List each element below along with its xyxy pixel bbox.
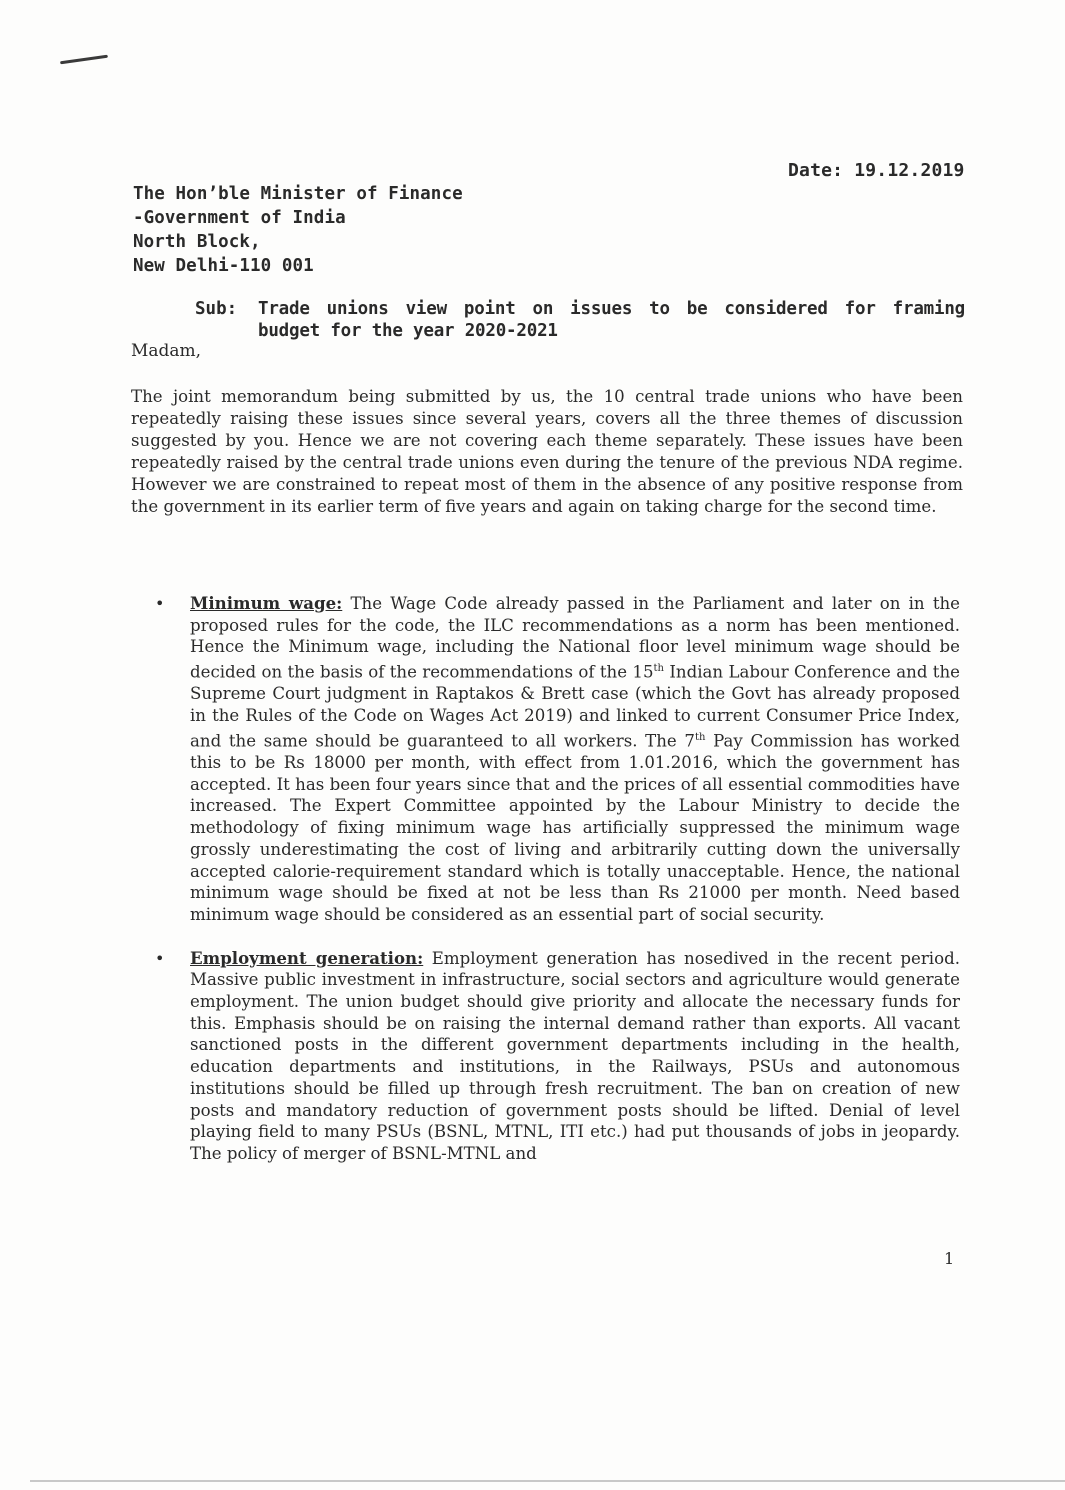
- item-text-part-1: The Wage Code already passed in the Parliament and later on in the proposed rules for the code, the ILC recommendations as a norm has been mentioned. Hence the Minimum wage, including the National floor level minimum wage should be decided on the basis of the recommendations of the: [190, 594, 960, 682]
- list-item-employment-generation: [155, 948, 960, 1165]
- stray-pen-mark: [60, 55, 108, 65]
- bullet-icon: •: [155, 948, 165, 968]
- issue-list: [155, 593, 960, 1187]
- salutation: Madam,: [131, 341, 202, 361]
- item-heading: Minimum wage:: [190, 593, 343, 613]
- page-number: 1: [944, 1249, 955, 1268]
- address-line-1: The Hon’ble Minister of Finance: [133, 184, 463, 204]
- scan-edge-line: [30, 1480, 1065, 1482]
- item-text-part-2: Indian Labour Conference and the Supreme Court judgment in Raptakos & Brett case (which the Govt has already proposed in the Rules of the Code on Wages Act 2019) and linked to current Consumer Price Index, and the same should be guaranteed to all workers. The: [190, 662, 960, 751]
- intro-paragraph: The joint memorandum being submitted by us, the 10 central trade unions who have been repeatedly raising these issues since several years, covers all the three themes of discussion suggested by you. Hence we are not covering each theme separately. These issues have been repeatedly raised by the central trade unions even during the tenure of the previous NDA regime. However we are constrained to repeat most of them in the absence of any positive response from the government in its earlier term of five years and again on taking charge for the second time.: [131, 387, 963, 516]
- superscript-th: th: [653, 663, 664, 675]
- item-text: Employment generation has nosedived in the recent period. Massive public investment in infrastructure, social sectors and agriculture would generate employment. The union budget should give priority and allocate the necessary funds for this. Emphasis should be on raising the internal demand rather than exports. All vacant sanctioned posts in the different government departments including in the health, education departments and institutions, in the Railways, PSUs and autonomous institutions should be filled up through fresh recruitment. The ban on creation of new posts and mandatory reduction of government posts should be lifted. Denial of level playing field to many PSUs (BSNL, MTNL, ITI etc.) had put thousands of jobs in jeopardy. The policy of merger of BSNL-MTNL and: [190, 948, 960, 1163]
- list-item-minimum-wage: [155, 593, 960, 926]
- letter-date: Date: 19.12.2019: [788, 160, 965, 181]
- subject-text: Trade unions view point on issues to be considered for framing budget for the year 2020-2021: [258, 299, 965, 341]
- item-heading: Employment generation:: [190, 947, 424, 968]
- superscript-base: 15: [632, 662, 654, 682]
- address-line-2: -Government of India: [133, 208, 346, 228]
- superscript-th: th: [694, 731, 706, 743]
- recipient-address: [133, 182, 463, 278]
- subject-label: Sub:: [195, 299, 238, 319]
- superscript-base: 7: [684, 731, 695, 751]
- subject-line: [195, 298, 965, 342]
- bullet-icon: •: [155, 594, 165, 613]
- item-text-part-3: Pay Commission has worked this to be Rs 18000 per month, with effect from 1.01.2016, which the government has accepted. It has been four years since that and the prices of all essential commodities have increased. The Expert Committee appointed by the Labour Ministry to decide the methodology of fixing minimum wage has artificially suppressed the minimum wage grossly underestimating the cost of living and arbitrarily cutting down the universally accepted calorie-requirement standard which is totally unacceptable. Hence, the national minimum wage should be fixed at not be less than Rs 21000 per month. Need based minimum wage should be considered as an essential part of social security.: [190, 731, 960, 924]
- address-line-4: New Delhi-110 001: [133, 256, 314, 276]
- address-line-3: North Block,: [133, 232, 261, 252]
